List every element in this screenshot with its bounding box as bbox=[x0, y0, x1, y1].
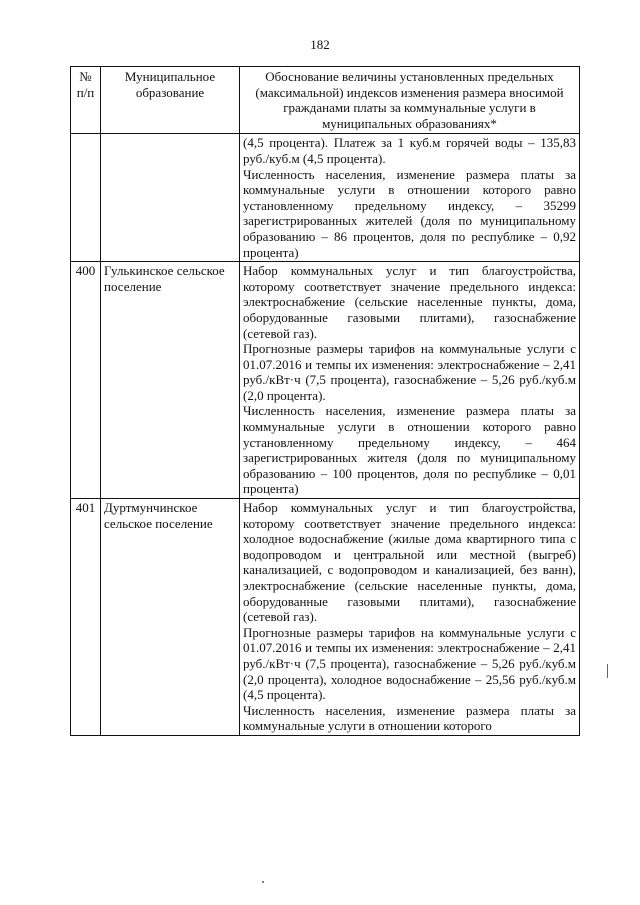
scan-mark bbox=[607, 664, 608, 678]
table-row bbox=[71, 262, 580, 499]
justification-paragraph: Набор коммунальных услуг и тип благоустройства, которому соответствует значение предельного индекса: электроснабжение (сельские населенные пункты, дома, оборудованные газовыми плитами), газоснабжение (сетевой газ). bbox=[243, 263, 576, 341]
header-justification: Обоснование величины установленных предельных (максимальной) индексов изменения размера вносимой гражданами платы за коммунальные услуги в муниципальных образованиях* bbox=[240, 67, 580, 134]
table-row bbox=[71, 134, 580, 262]
row-municipality bbox=[101, 134, 240, 262]
row-num bbox=[71, 134, 101, 262]
table-header-row bbox=[71, 67, 580, 134]
header-num: № п/п bbox=[71, 67, 101, 134]
justification-paragraph: Численность населения, изменение размера платы за коммунальные услуги в отношении которого равно установленному предельному индексу, – 35299 зарегистрированных жителей (доля по муниципальному образованию – 86 процентов, доля по республике – 0,92 процента) bbox=[243, 166, 576, 260]
justification-paragraph: Прогнозные размеры тарифов на коммунальные услуги с 01.07.2016 и темпы их изменения: электроснабжение – 2,41 руб./кВт·ч (7,5 процента), газоснабжение – 5,26 руб./куб.м (2,0 процента), холодное водоснабжение – 25,56 руб./куб.м (4,5 процента). bbox=[243, 624, 576, 703]
row-num: 400 bbox=[71, 262, 101, 499]
justification-paragraph: (4,5 процента). Платеж за 1 куб.м горячей воды – 135,83 руб./куб.м (4,5 процента). bbox=[243, 135, 576, 166]
row-justification bbox=[240, 134, 580, 262]
header-municipality: Муниципальное образование bbox=[101, 67, 240, 134]
row-municipality: Гулькинское сельское поселение bbox=[101, 262, 240, 499]
scan-speck bbox=[262, 881, 264, 883]
table-row bbox=[71, 499, 580, 736]
justification-paragraph: Прогнозные размеры тарифов на коммунальные услуги с 01.07.2016 и темпы их изменения: электроснабжение – 2,41 руб./кВт·ч (7,5 процента), газоснабжение – 5,26 руб./куб.м (2,0 процента). bbox=[243, 341, 576, 403]
tariff-table bbox=[70, 66, 580, 736]
justification-paragraph: Набор коммунальных услуг и тип благоустройства, которому соответствует значение предельного индекса: холодное водоснабжение (жилые дома квартирного типа с водопроводом и центральной или местной (выгреб) канализацией, с водопроводом и канализацией, без ванн), электроснабжение (сельские населенные пункты, дома, оборудованные газовыми плитами), газоснабжение (сетевой газ). bbox=[243, 500, 576, 625]
row-municipality: Дуртмунчинское сельское поселение bbox=[101, 499, 240, 736]
justification-paragraph: Численность населения, изменение размера платы за коммунальные услуги в отношении которого bbox=[243, 702, 576, 734]
page-number: 182 bbox=[310, 37, 330, 52]
row-justification bbox=[240, 499, 580, 736]
justification-paragraph: Численность населения, изменение размера платы за коммунальные услуги в отношении которого равно установленному предельному индексу, – 464 зарегистрированных жителя (доля по муниципальному образованию – 100 процентов, доля по республике – 0,01 процента) bbox=[243, 403, 576, 497]
row-num: 401 bbox=[71, 499, 101, 736]
row-justification bbox=[240, 262, 580, 499]
